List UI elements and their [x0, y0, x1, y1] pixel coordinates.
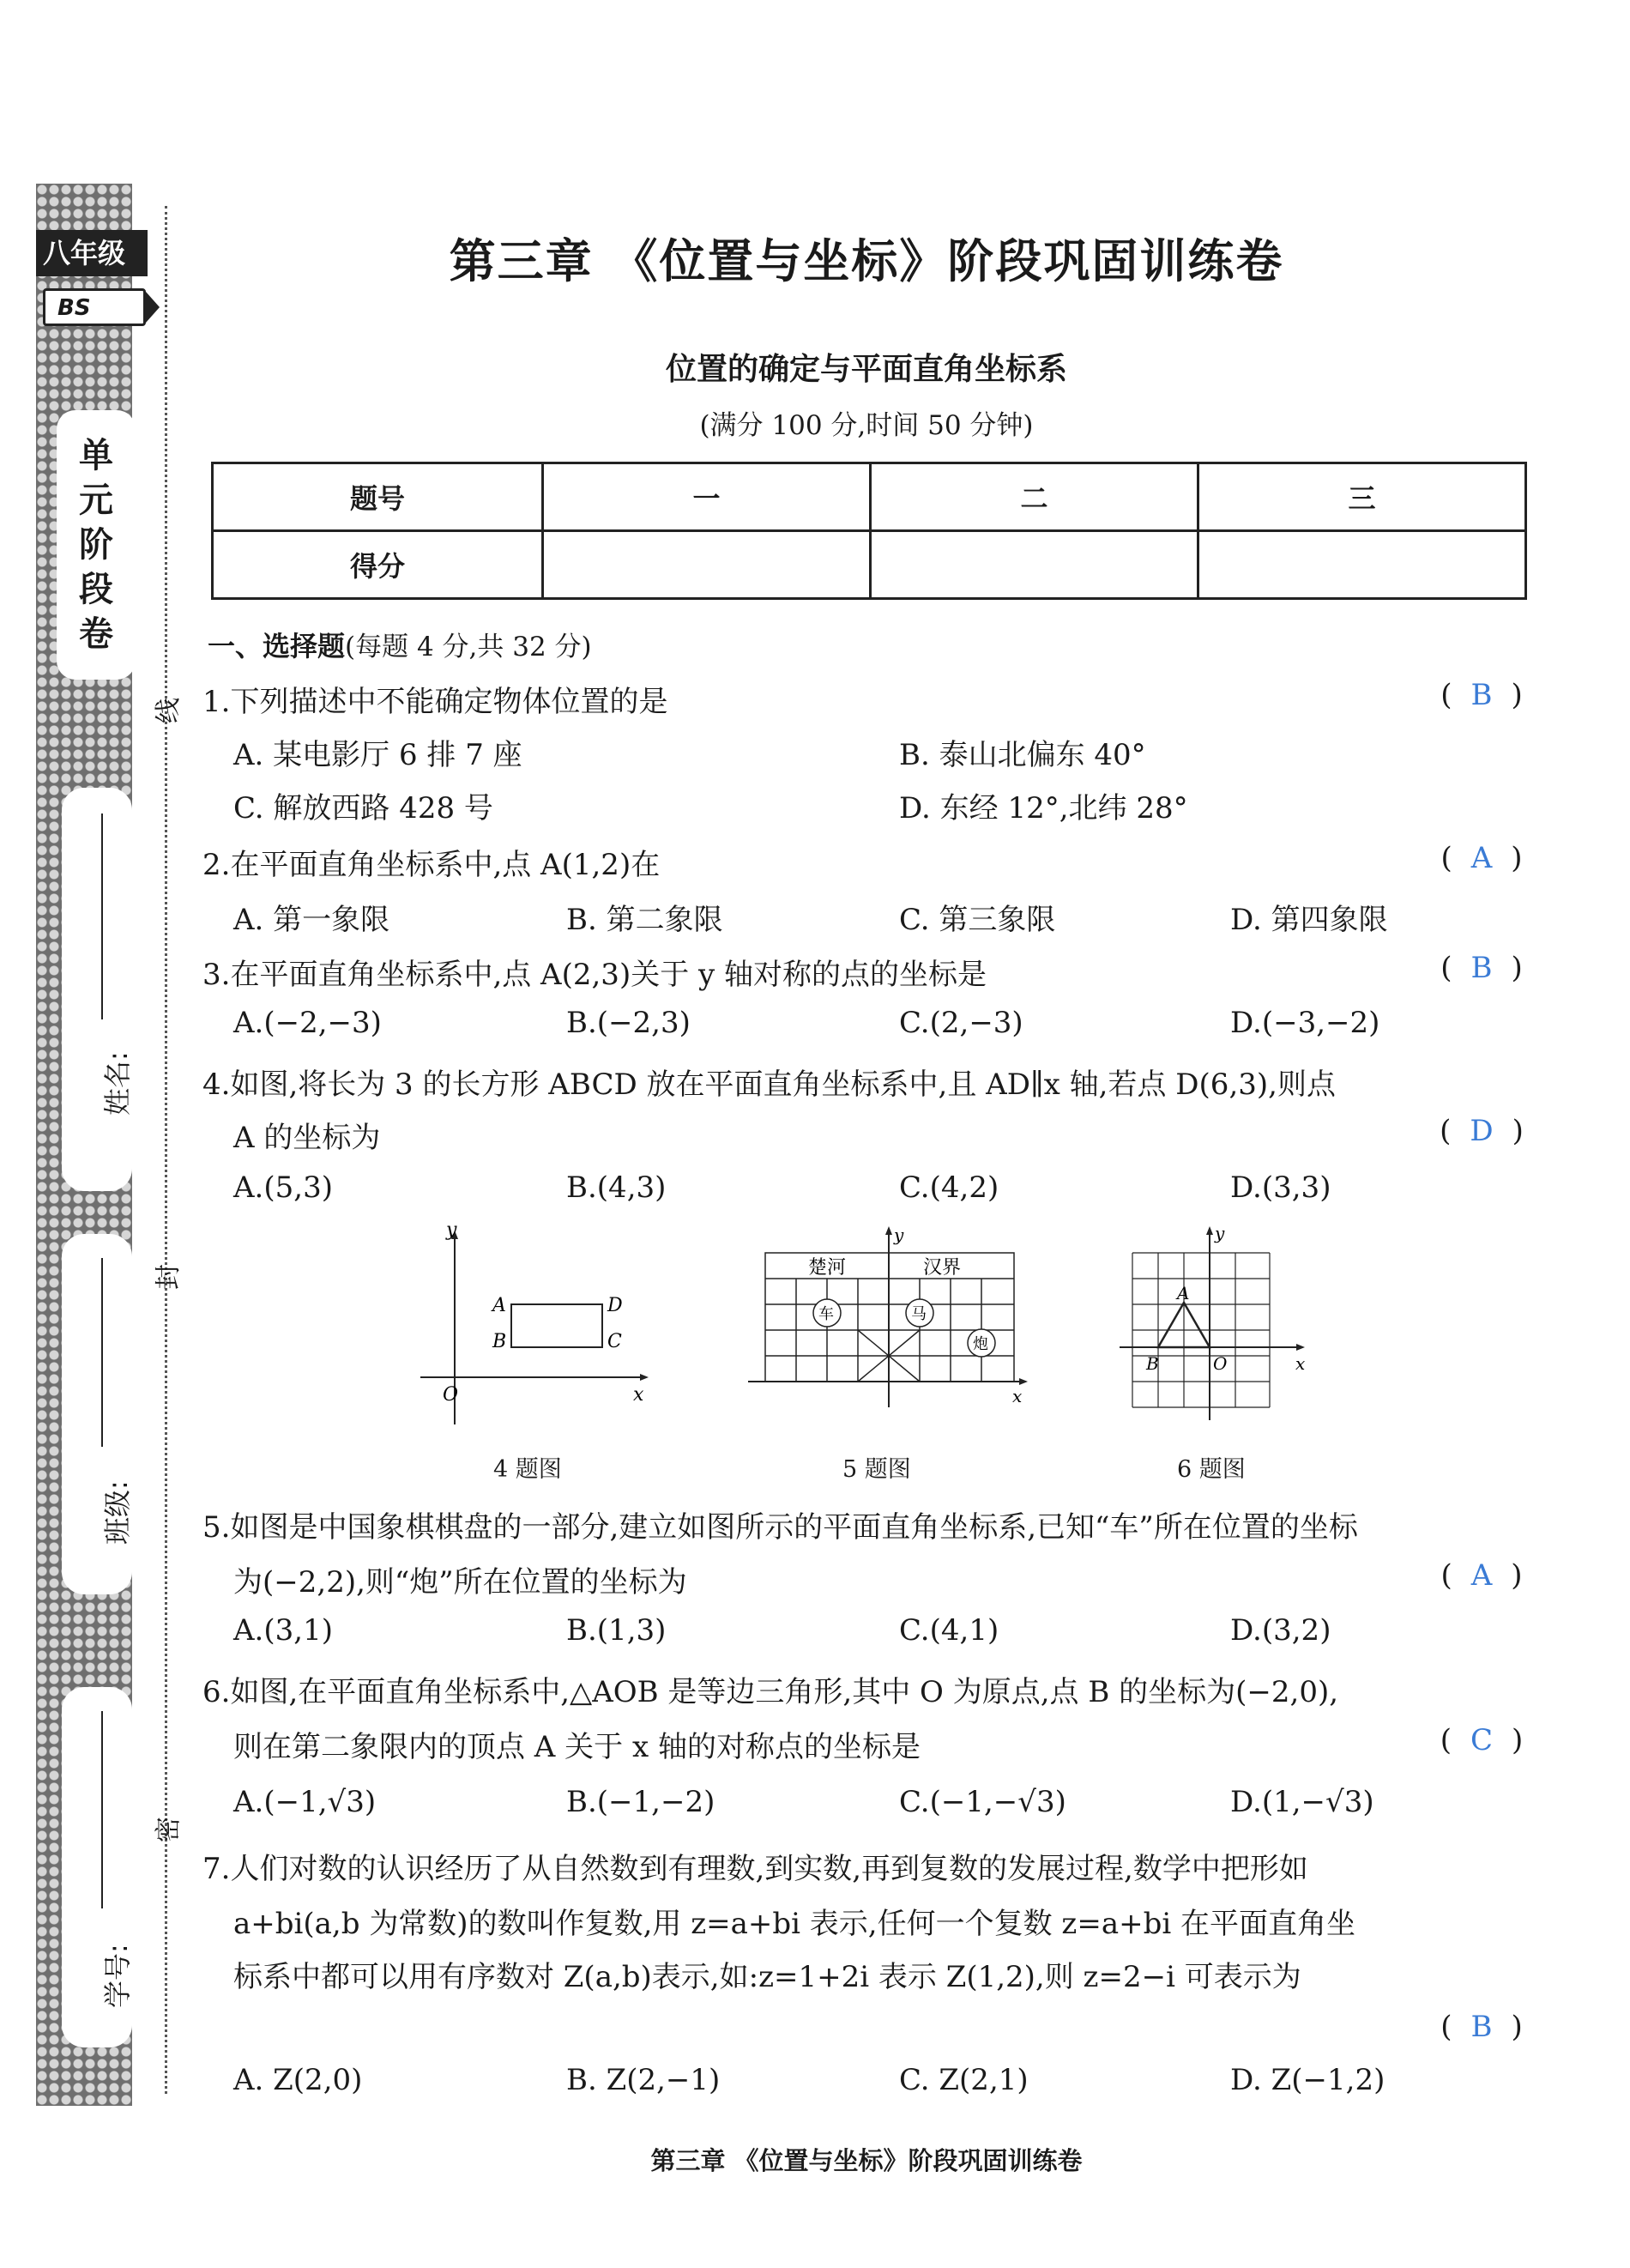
- answer-value: B: [1470, 678, 1493, 712]
- name-label: 姓名:: [101, 1051, 134, 1116]
- option: D.(3,2): [1230, 1613, 1331, 1648]
- fig5-label-y: y: [894, 1225, 904, 1245]
- unit-label-box: [57, 410, 136, 680]
- answer-bracket: ( B ): [1440, 951, 1523, 985]
- student-id-line[interactable]: [101, 1711, 103, 1908]
- answer-bracket: ( A ): [1440, 841, 1523, 875]
- edition-arrow-icon: [146, 292, 160, 323]
- fig6-grid: [1132, 1253, 1270, 1407]
- bind-mark-seal: 封: [154, 1264, 184, 1290]
- score-table-score-row: [213, 531, 1526, 599]
- answer-value: C: [1470, 1723, 1493, 1757]
- score-table-cell: 一: [543, 463, 871, 531]
- option: D. 第四象限: [1230, 903, 1388, 937]
- fig4-label-y: y: [446, 1219, 457, 1241]
- fig6-label-y: y: [1215, 1223, 1225, 1243]
- option: A.(3,1): [233, 1613, 333, 1648]
- fig6-label-x: x: [1295, 1353, 1306, 1374]
- chapter-title: 第三章 《位置与坐标》阶段巩固训练卷: [449, 234, 1284, 288]
- option: D.(1,−√3): [1230, 1785, 1374, 1819]
- edition-badge: BS: [43, 288, 146, 326]
- score-table-cell: 得分: [213, 531, 543, 599]
- answer-value: A: [1470, 1558, 1493, 1593]
- score-table-header-row: [213, 463, 1526, 531]
- question-stem-cont: 则在第二象限内的顶点 A 关于 x 轴的对称点的坐标是: [233, 1730, 921, 1764]
- answer-bracket: ( A ): [1440, 1558, 1523, 1593]
- fig4-caption: 4 题图: [493, 1456, 562, 1483]
- binding-line: [165, 206, 167, 2094]
- bind-mark-line: 线: [154, 698, 184, 723]
- fig6-label-a: A: [1177, 1283, 1190, 1303]
- option: B. 泰山北偏东 40°: [899, 738, 1146, 772]
- name-field-box: [62, 788, 132, 1191]
- answer-bracket: ( D ): [1440, 1114, 1524, 1148]
- figure-4: [412, 1219, 661, 1442]
- question-stem-cont: a+bi(a,b 为常数)的数叫作复数,用 z=a+bi 表示,任何一个复数 z=a+bi 在平面直角坐: [233, 1907, 1356, 1941]
- option: C. Z(2,1): [899, 2063, 1029, 2097]
- option: A. 第一象限: [233, 903, 390, 937]
- figure-6: [1115, 1219, 1330, 1433]
- part1-title: 一、选择题: [208, 630, 346, 662]
- fig4-rectangle: [511, 1304, 602, 1347]
- fig5-label-x: x: [1012, 1386, 1023, 1406]
- fig5-x-arrow-icon: [1019, 1378, 1028, 1385]
- fig6-y-arrow-icon: [1206, 1226, 1213, 1235]
- answer-bracket: ( B ): [1440, 2010, 1523, 2044]
- fig4-label-b: B: [492, 1331, 507, 1352]
- score-input-cell[interactable]: [871, 531, 1198, 599]
- option: C. 解放西路 428 号: [233, 791, 493, 826]
- score-input-cell[interactable]: [543, 531, 871, 599]
- fig6-label-o: O: [1213, 1353, 1228, 1374]
- fig4-label-c: C: [607, 1331, 622, 1352]
- option: A.(−1,√3): [233, 1785, 377, 1819]
- question-stem-cont: A 的坐标为: [233, 1121, 381, 1155]
- option: B.(−1,−2): [566, 1785, 715, 1819]
- option: A. Z(2,0): [233, 2063, 363, 2097]
- option: B. 第二象限: [566, 903, 723, 937]
- option: D.(3,3): [1230, 1170, 1331, 1205]
- unit-char: 阶: [79, 525, 113, 565]
- name-field-line[interactable]: [101, 813, 103, 1019]
- question-stem: 6.如图,在平面直角坐标系中,△AOB 是等边三角形,其中 O 为原点,点 B 的坐标为(−2,0),: [202, 1675, 1339, 1709]
- fig4-label-d: D: [607, 1295, 623, 1316]
- question-stem: 1.下列描述中不能确定物体位置的是: [202, 685, 668, 719]
- score-table: [211, 462, 1527, 600]
- option: B. Z(2,−1): [566, 2063, 721, 2097]
- section-title: 位置的确定与平面直角坐标系: [665, 352, 1067, 387]
- answer-value: B: [1470, 951, 1493, 985]
- score-table-cell: 二: [871, 463, 1198, 531]
- unit-char: 段: [79, 570, 113, 609]
- option: D. 东经 12°,北纬 28°: [899, 791, 1188, 826]
- unit-char: 卷: [79, 614, 113, 654]
- class-label: 班级:: [101, 1480, 134, 1545]
- fig5-y-arrow-icon: [885, 1226, 892, 1235]
- page-footer: 第三章 《位置与坐标》阶段巩固训练卷: [650, 2146, 1083, 2175]
- fig6-caption: 6 题图: [1177, 1456, 1246, 1483]
- score-table-cell: 三: [1198, 463, 1526, 531]
- grade-tab: 八年级: [36, 230, 148, 276]
- option: D.(−3,−2): [1230, 1006, 1380, 1040]
- option: C.(4,2): [899, 1170, 999, 1205]
- option: C.(4,1): [899, 1613, 999, 1648]
- fig5-label-che: 车: [818, 1305, 834, 1323]
- answer-bracket: ( B ): [1440, 678, 1523, 712]
- answer-value: A: [1470, 841, 1493, 875]
- fig5-label-ma: 马: [911, 1305, 927, 1323]
- student-id-label: 学号:: [101, 1944, 134, 2008]
- score-input-cell[interactable]: [1198, 531, 1526, 599]
- unit-char: 单: [79, 436, 113, 475]
- option: B.(1,3): [566, 1613, 667, 1648]
- question-stem: 2.在平面直角坐标系中,点 A(1,2)在: [202, 848, 661, 882]
- option: C. 第三象限: [899, 903, 1056, 937]
- fig4-x-arrow-icon: [640, 1374, 649, 1381]
- class-field-line[interactable]: [101, 1258, 103, 1447]
- option: A. 某电影厅 6 排 7 座: [233, 738, 522, 772]
- answer-bracket: ( C ): [1440, 1723, 1524, 1757]
- question-stem: 7.人们对数的认识经历了从自然数到有理数,到实数,再到复数的发展过程,数学中把形如: [202, 1852, 1308, 1886]
- option: C.(−1,−√3): [899, 1785, 1066, 1819]
- question-stem-cont: 标系中都可以用有序数对 Z(a,b)表示,如:z=1+2i 表示 Z(1,2),则 z=2−i 可表示为: [233, 1960, 1301, 1994]
- answer-value: B: [1470, 2010, 1493, 2044]
- question-stem-cont: 为(−2,2),则“炮”所在位置的坐标为: [233, 1565, 687, 1600]
- fig5-caption: 5 题图: [842, 1456, 911, 1483]
- fig4-label-o: O: [443, 1384, 459, 1406]
- unit-char: 元: [79, 481, 113, 520]
- fig4-label-x: x: [633, 1384, 644, 1406]
- option: B.(−2,3): [566, 1006, 691, 1040]
- part1-heading: [208, 625, 592, 664]
- score-table-cell: 题号: [213, 463, 543, 531]
- exam-info: (满分 100 分,时间 50 分钟): [699, 410, 1034, 441]
- fig6-label-b: B: [1146, 1353, 1159, 1374]
- bind-mark-secret: 密: [154, 1817, 184, 1842]
- fig4-label-a: A: [492, 1295, 506, 1316]
- fig5-label-pao: 炮: [973, 1335, 988, 1353]
- figure-5: [740, 1219, 1031, 1424]
- option: A.(−2,−3): [233, 1006, 382, 1040]
- answer-value: D: [1470, 1114, 1494, 1148]
- fig5-label-river-left: 楚河: [808, 1257, 847, 1279]
- part1-note: (每题 4 分,共 32 分): [345, 632, 592, 662]
- fig6-x-arrow-icon: [1296, 1344, 1305, 1351]
- question-stem: 4.如图,将长为 3 的长方形 ABCD 放在平面直角坐标系中,且 AD∥x 轴,若点 D(6,3),则点: [202, 1067, 1336, 1102]
- fig5-label-river-right: 汉界: [923, 1257, 962, 1279]
- option: D. Z(−1,2): [1230, 2063, 1386, 2097]
- option: C.(2,−3): [899, 1006, 1023, 1040]
- option: B.(4,3): [566, 1170, 667, 1205]
- question-stem: 3.在平面直角坐标系中,点 A(2,3)关于 y 轴对称的点的坐标是: [202, 958, 987, 992]
- option: A.(5,3): [233, 1170, 333, 1205]
- question-stem: 5.如图是中国象棋棋盘的一部分,建立如图所示的平面直角坐标系,已知“车”所在位置的坐标: [202, 1510, 1358, 1545]
